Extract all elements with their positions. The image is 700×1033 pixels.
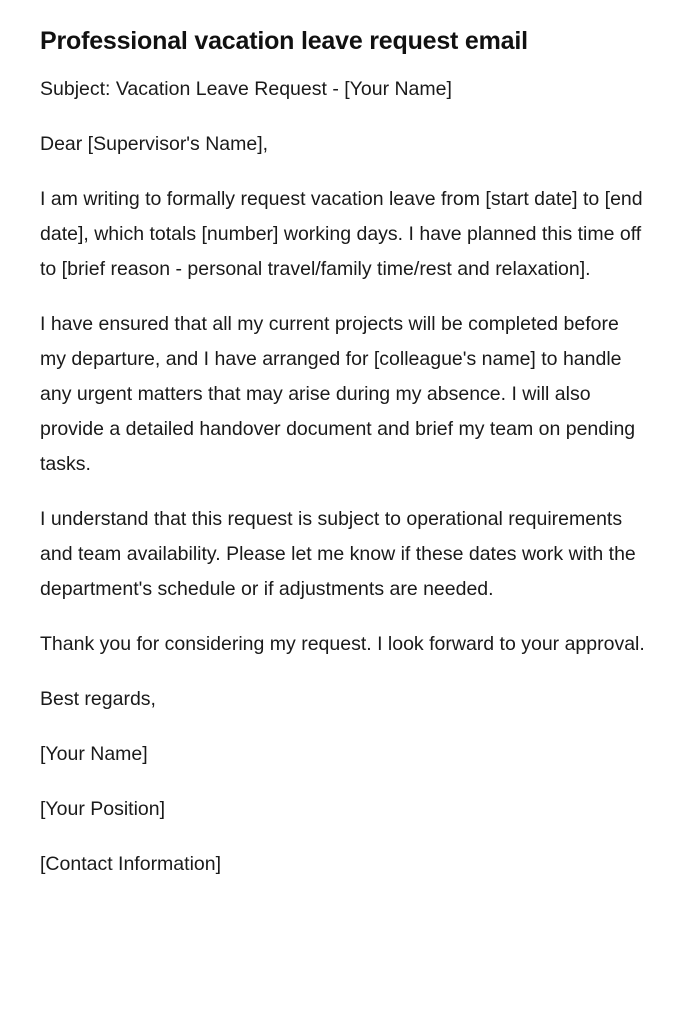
body-paragraph-availability: I understand that this request is subject to operational requirements and team availability. Please let me know if these dates work with the department's schedule or if adjustments are needed. [40,508,636,600]
signature-name: [Your Name] [40,743,148,765]
signature-position: [Your Position] [40,798,166,820]
email-closing: Best regards, [40,688,156,710]
email-greeting: Dear [Supervisor's Name], [40,133,269,155]
email-subject: Subject: Vacation Leave Request - [Your Name] [40,78,452,100]
body-paragraph-thanks: Thank you for considering my request. I look forward to your approval. [40,633,645,655]
body-paragraph-handover: I have ensured that all my current projects will be completed before my departure, and I have arranged for [colleague's name] to handle any urgent matters that may arise during my absence. I will also provide a detailed handover document and brief my team on pending tasks. [40,313,636,475]
signature-contact: [Contact Information] [40,853,222,875]
body-paragraph-request: I am writing to formally request vacation leave from [start date] to [end date], which totals [number] working days. I have planned this time off to [brief reason - personal travel/family time/rest and relaxation]. [40,188,643,280]
document-title: Professional vacation leave request email [40,27,528,55]
